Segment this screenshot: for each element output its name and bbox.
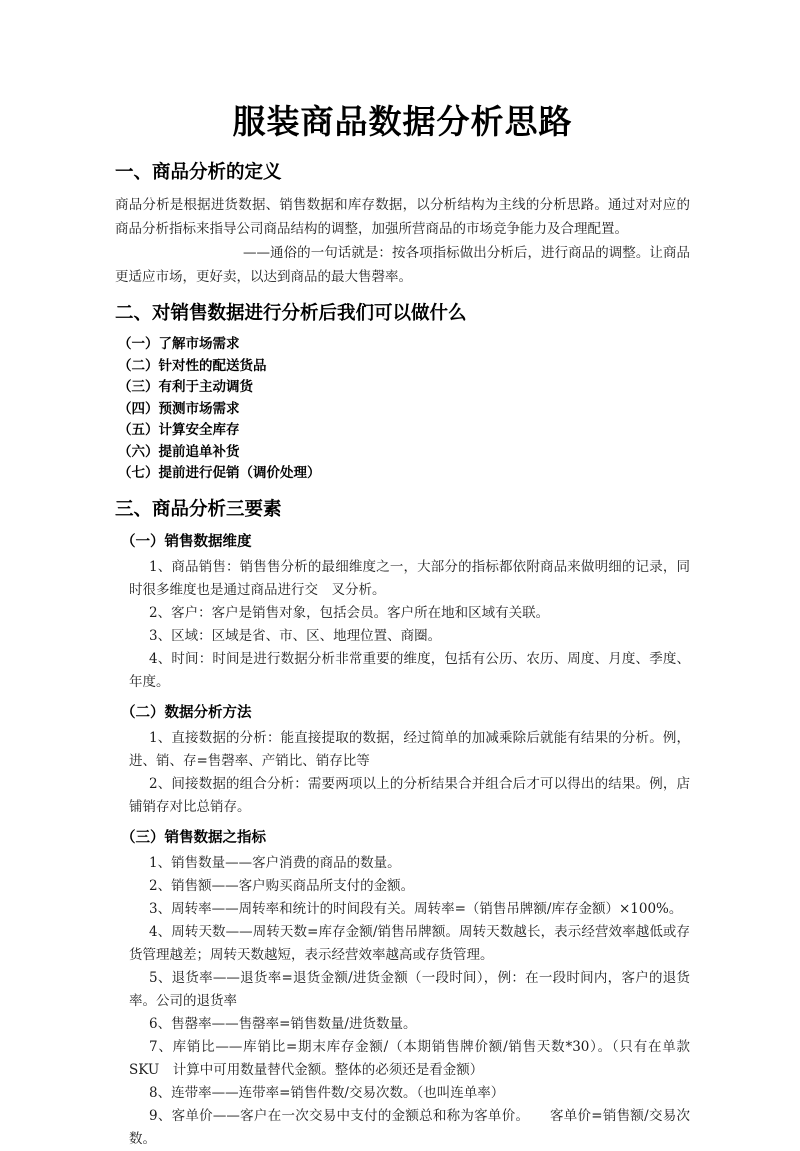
numbered-item: 1、商品销售：销售售分析的最细维度之一，大部分的指标都依附商品来做明细的记录，同时很多维度也是通过商品进行交 叉分析。 xyxy=(129,558,690,598)
numbered-item: 3、区域：区域是省、市、区、地理位置、商圈。 xyxy=(149,627,442,644)
numbered-item: 4、周转天数——周转天数=库存金额/销售吊牌额。周转天数越长，表示经营效率越低或存货管理越差；周转天数越短，表示经营效率越高或存货管理。 xyxy=(129,923,690,963)
numbered-item: 3、周转率——周转率和统计的时间段有关。周转率=（销售吊牌额/库存金额）×100%。 xyxy=(149,900,683,917)
list-item: （三）有利于主动调货 xyxy=(118,379,253,395)
document-title: 服装商品数据分析思路 xyxy=(232,102,573,141)
numbered-item: 9、客单价——客户在一次交易中支付的金额总和称为客单价。 客单价=销售额/交易次数。 xyxy=(129,1107,690,1147)
section-3-sub-3-list xyxy=(115,852,690,1151)
section-3-sub-2-heading: （二）数据分析方法 xyxy=(121,703,252,721)
numbered-item: 7、库销比——库销比=期末库存金额/（本期销售牌价额/销售天数*30）。（只有在单款 SKU 计算中可用数量替代金额。整体的必须还是看金额） xyxy=(129,1038,690,1078)
list-item: （六）提前追单补货 xyxy=(118,443,240,460)
numbered-item: 1、销售数量——客户消费的商品的数量。 xyxy=(149,854,401,871)
section-1-paragraph-1: 商品分析是根据进货数据、销售数据和库存数据，以分析结构为主线的分析思路。通过对对应的商品分析指标来指导公司商品结构的调整，加强所营商品的市场竞争能力及合理配置。 xyxy=(115,197,690,237)
list-item: （五）计算安全库存 xyxy=(118,422,240,438)
section-1-paragraph-2: ——通俗的一句话就是：按各项指标做出分析后，进行商品的调整。让商品更适应市场，更好卖，以达到商品的最大售磬率。 xyxy=(115,245,690,285)
numbered-item: 2、客户：客户是销售对象，包括会员。客户所在地和区域有关联。 xyxy=(149,604,550,621)
section-2-list xyxy=(115,334,690,485)
section-3-sub-2-list xyxy=(115,727,690,819)
list-item: （二）针对性的配送货品 xyxy=(118,357,267,374)
section-1-heading: 一、商品分析的定义 xyxy=(115,162,282,183)
numbered-item: 8、连带率——连带率=销售件数/交易次数。（也叫连单率） xyxy=(149,1084,505,1101)
section-3-sub-3-heading: （三）销售数据之指标 xyxy=(121,828,266,846)
numbered-item: 2、间接数据的组合分析：需要两项以上的分析结果合并组合后才可以得出的结果。例，店铺销存对比总销存。 xyxy=(129,775,690,815)
section-3-heading: 三、商品分析三要素 xyxy=(115,498,282,520)
numbered-item: 4、时间：时间是进行数据分析非常重要的维度，包括有公历、农历、周度、月度、季度、年度。 xyxy=(129,650,690,690)
section-2-heading: 二、对销售数据进行分析后我们可以做什么 xyxy=(115,303,467,324)
numbered-item: 2、销售额——客户购买商品所支付的金额。 xyxy=(149,877,415,894)
numbered-item: 1、直接数据的分析：能直接提取的数据，经过简单的加减乘除后就能有结果的分析。例，进、销、存=售磬率、产销比、销存比等 xyxy=(129,729,690,769)
numbered-item: 6、售罄率——售罄率=销售数量/进货数量。 xyxy=(149,1015,417,1032)
list-item: （四）预测市场需求 xyxy=(118,400,240,417)
section-3-sub-1-heading: （一）销售数据维度 xyxy=(121,532,252,550)
list-item: （七）提前进行促销（调价处理） xyxy=(118,465,321,481)
section-3-sub-1-list xyxy=(115,556,690,694)
list-item: （一）了解市场需求 xyxy=(118,336,240,352)
numbered-item: 5、退货率——退货率=退货金额/进货金额（一段时间），例：在一段时间内，客户的退货率。公司的退货率 xyxy=(129,969,690,1009)
